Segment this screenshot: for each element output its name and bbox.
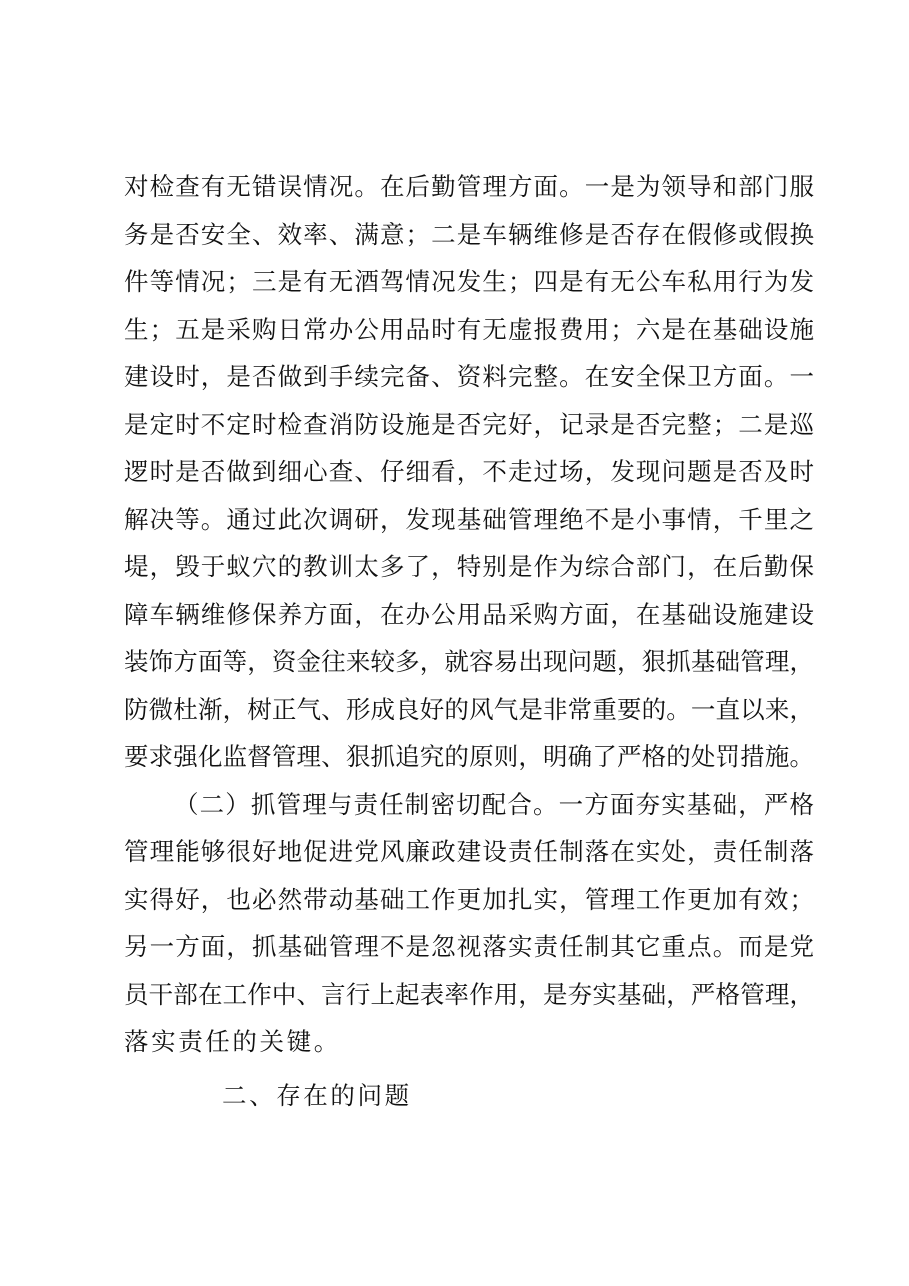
text-line: 员干部在工作中、言行上起表率作用，是夯实基础，严格管理， (124, 980, 814, 1009)
text-line: （二）抓管理与责任制密切配合。一方面夯实基础，严格 (174, 790, 814, 819)
text-line: 实得好，也必然带动基础工作更加扎实，管理工作更加有效； (124, 885, 814, 914)
text-line: 务是否安全、效率、满意；二是车辆维修是否存在假修或假换 (124, 220, 814, 249)
text-line: 障车辆维修保养方面，在办公用品采购方面，在基础设施建设 (124, 600, 814, 629)
text-line: 建设时，是否做到手续完备、资料完整。在安全保卫方面。一 (124, 362, 814, 391)
text-line: 堤，毁于蚁穴的教训太多了，特别是作为综合部门，在后勤保 (124, 552, 814, 581)
text-line: 生；五是采购日常办公用品时有无虚报费用；六是在基础设施 (124, 315, 814, 344)
section-heading: 二、存在的问题 (222, 1081, 412, 1110)
text-line: 装饰方面等，资金往来较多，就容易出现问题，狠抓基础管理， (124, 647, 814, 676)
text-line: 对检查有无错误情况。在后勤管理方面。一是为领导和部门服 (124, 172, 814, 201)
text-line: 要求强化监督管理、狠抓追究的原则，明确了严格的处罚措施。 (124, 742, 814, 771)
text-line: 另一方面，抓基础管理不是忽视落实责任制其它重点。而是党 (124, 932, 814, 961)
text-line: 管理能够很好地促进党风廉政建设责任制落在实处，责任制落 (124, 837, 814, 866)
text-line: 防微杜渐，树正气、形成良好的风气是非常重要的。一直以来， (124, 695, 814, 724)
text-line: 是定时不定时检查消防设施是否完好，记录是否完整；二是巡 (124, 410, 814, 439)
text-line: 解决等。通过此次调研，发现基础管理绝不是小事情，千里之 (124, 505, 814, 534)
text-line: 落实责任的关键。 (124, 1027, 341, 1056)
text-line: 件等情况；三是有无酒驾情况发生；四是有无公车私用行为发 (124, 267, 814, 296)
text-line: 逻时是否做到细心查、仔细看，不走过场，发现问题是否及时 (124, 457, 814, 486)
